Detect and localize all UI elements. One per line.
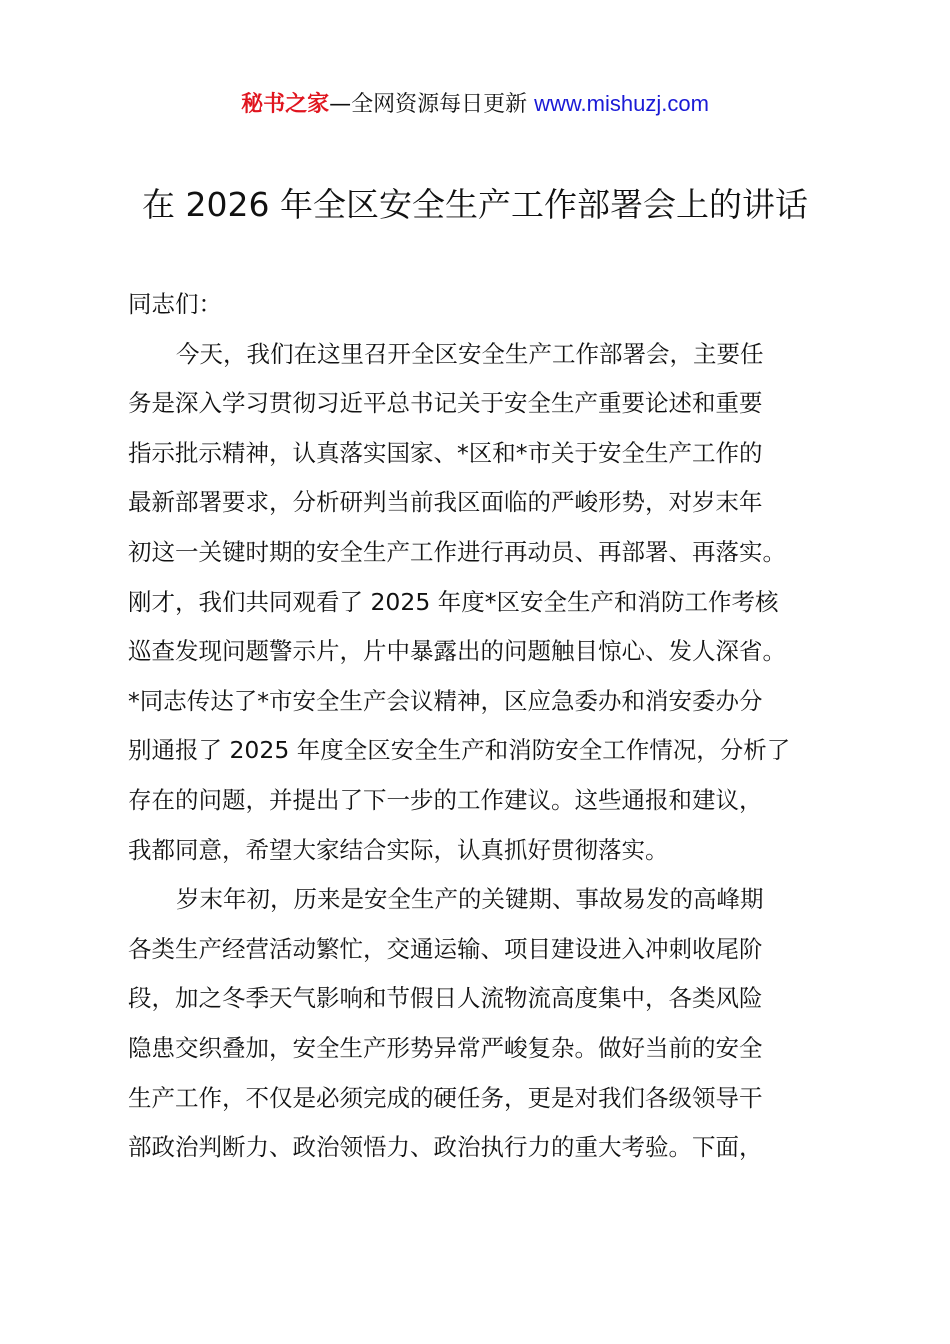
paragraph-line: *同志传达了*市安全生产会议精神，区应急委办和消安委办分 [128, 686, 763, 715]
brand-name: 秘书之家 [241, 92, 330, 117]
paragraph-line: 部政治判断力、政治领悟力、政治执行力的重大考验。下面， [128, 1133, 763, 1162]
paragraph-line: 存在的问题，并提出了下一步的工作建议。这些通报和建议， [128, 785, 763, 814]
paragraph-line: 今天，我们在这里召开全区安全生产工作部署会，主要任 [176, 339, 764, 368]
document-title: 在 2026 年全区安全生产工作部署会上的讲话 [142, 185, 808, 224]
paragraph-line: 各类生产经营活动繁忙，交通运输、项目建设进入冲刺收尾阶 [128, 934, 763, 963]
paragraph-line: 刚才，我们共同观看了 2025 年度*区安全生产和消防工作考核 [128, 587, 779, 616]
paragraph-line: 初这一关键时期的安全生产工作进行再动员、再部署、再落实。 [128, 537, 786, 566]
site-url[interactable]: www.mishuzj.com [534, 91, 709, 116]
salutation: 同志们： [128, 290, 222, 318]
document-body [128, 280, 848, 1173]
paragraph-line: 我都同意，希望大家结合实际，认真抓好贯彻落实。 [128, 835, 669, 864]
paragraph-line: 最新部署要求，分析研判当前我区面临的严峻形势，对岁末年 [128, 488, 763, 517]
paragraph-line: 隐患交织叠加，安全生产形势异常严峻复杂。做好当前的安全 [128, 1033, 763, 1062]
header-tagline: —全网资源每日更新 [329, 92, 535, 117]
paragraph-line: 务是深入学习贯彻习近平总书记关于安全生产重要论述和重要 [128, 389, 763, 418]
paragraph-line: 巡查发现问题警示片，片中暴露出的问题触目惊心、发人深省。 [128, 637, 786, 666]
paragraph-line: 生产工作，不仅是必须完成的硬任务，更是对我们各级领导干 [128, 1083, 763, 1112]
paragraph-line: 段，加之冬季天气影响和节假日人流物流高度集中，各类风险 [128, 984, 763, 1013]
paragraph-line: 指示批示精神，认真落实国家、*区和*市关于安全生产工作的 [128, 438, 763, 467]
paragraph-line: 岁末年初，历来是安全生产的关键期、事故易发的高峰期 [176, 885, 764, 914]
site-header [0, 88, 950, 121]
paragraph-line: 别通报了 2025 年度全区安全生产和消防安全工作情况，分析了 [128, 736, 791, 765]
